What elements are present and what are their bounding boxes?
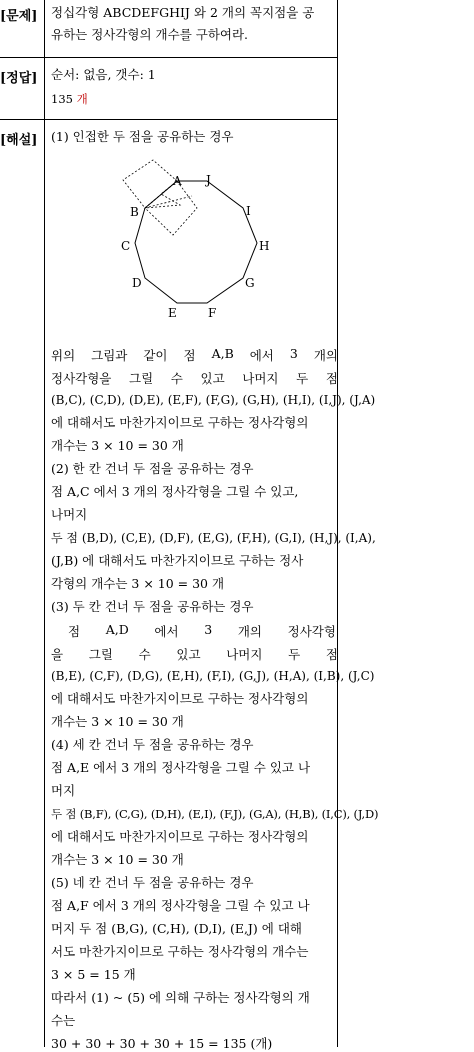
- word: 정사각형을: [51, 371, 112, 386]
- s3-line-1: [68, 622, 336, 640]
- answer-unit: 개: [76, 92, 88, 106]
- answer-value: [51, 91, 88, 107]
- word: A,B: [211, 346, 234, 361]
- s5-line-2: 머지 두 점 (B,G), (C,H), (D,I), (E,J) 에 대해: [51, 921, 302, 936]
- s4-line-2: 머지: [51, 783, 76, 798]
- word: 그림과: [91, 348, 128, 363]
- word: 두: [296, 371, 309, 386]
- s1-line-4: 에 대해서도 마찬가지이므로 구하는 정사각형의: [51, 415, 309, 430]
- s2-line-1: 점 A,C 에서 3 개의 정사각형을 그릴 수 있고,: [51, 484, 299, 499]
- s3-title: (3) 두 칸 건너 두 점을 공유하는 경우: [51, 599, 254, 614]
- problem-line-1: 정십각형 ABCDEFGHIJ 와 2 개의 꼭지점을 공: [51, 5, 315, 20]
- answer-line-1: 순서: 없음, 갯수: 1: [51, 67, 156, 82]
- word: 3: [204, 622, 213, 637]
- vertex-label-f: F: [208, 306, 217, 320]
- word: 에서: [249, 348, 274, 363]
- vertex-label-j: J: [206, 173, 211, 187]
- vertex-label-i: I: [246, 204, 251, 218]
- word: 을: [51, 647, 64, 662]
- s2-line-2: 나머지: [51, 507, 88, 522]
- word: 정사각형: [287, 624, 336, 639]
- word: 나머지: [226, 647, 263, 662]
- word: 두: [288, 647, 301, 662]
- word: 수: [138, 647, 151, 662]
- word: 있고: [176, 647, 201, 662]
- vertex-label-a: A: [173, 174, 182, 188]
- conclusion-line-2: 수는: [51, 1013, 76, 1028]
- s4-line-1: 점 A,E 에서 3 개의 정사각형을 그릴 수 있고 나: [51, 760, 311, 775]
- problem-label: [문제]: [0, 9, 38, 24]
- s4-line-5: 개수는 3 × 10 = 30 개: [51, 852, 184, 867]
- word: 점: [183, 348, 196, 363]
- row-divider-2: [0, 119, 338, 120]
- word: 같이: [143, 348, 168, 363]
- s4-line-4: 에 대해서도 마찬가지이므로 구하는 정사각형의: [51, 829, 309, 844]
- s5-line-1: 점 A,F 에서 3 개의 정사각형을 그릴 수 있고 나: [51, 898, 310, 913]
- s2-line-4: (J,B) 에 대해서도 마찬가지이므로 구하는 정사: [51, 553, 304, 568]
- s1-line-5: 개수는 3 × 10 = 30 개: [51, 438, 184, 453]
- s4-pairs: 두 점 (B,F), (C,G), (D,H), (E,I), (F,J), (G,A), (H,B), (I,C), (J,D): [51, 807, 379, 821]
- s3-line-4: 에 대해서도 마찬가지이므로 구하는 정사각형의: [51, 691, 309, 706]
- word: 개의: [237, 624, 262, 639]
- word: 그릴: [129, 371, 154, 386]
- s1-title: (1) 인접한 두 점을 공유하는 경우: [51, 129, 234, 144]
- word: A,D: [105, 622, 129, 637]
- vertex-label-d: D: [132, 276, 142, 290]
- word: 수: [170, 371, 183, 386]
- word: 점: [325, 647, 338, 662]
- vertex-label-c: C: [121, 239, 131, 253]
- s5-title: (5) 네 칸 건너 두 점을 공유하는 경우: [51, 875, 254, 890]
- s3-line-2: [51, 645, 338, 663]
- answer-number: 135: [51, 92, 73, 106]
- word: 있고: [200, 371, 225, 386]
- s5-line-4: 3 × 5 = 15 개: [51, 967, 136, 982]
- conclusion-line-1: 따라서 (1) ~ (5) 에 의해 구하는 정사각형의 개: [51, 990, 310, 1005]
- right-border: [337, 0, 338, 1047]
- word: 에서: [154, 624, 179, 639]
- word: 점: [68, 624, 81, 639]
- square-inner: [145, 181, 197, 235]
- column-divider: [44, 0, 45, 1047]
- word: 3: [289, 346, 298, 361]
- s2-title: (2) 한 칸 건너 두 점을 공유하는 경우: [51, 461, 254, 476]
- s5-line-3: 서도 마찬가지이므로 구하는 정사각형의 개수는: [51, 944, 309, 959]
- vertex-label-h: H: [259, 239, 270, 253]
- s3-pairs: (B,E), (C,F), (D,G), (E,H), (F,I), (G,J), (H,A), (I,B), (J,C): [51, 669, 375, 683]
- word: 그릴: [88, 647, 113, 662]
- s4-title: (4) 세 칸 건너 두 점을 공유하는 경우: [51, 737, 254, 752]
- explanation-label: [해설]: [0, 133, 38, 148]
- problem-line-2: 유하는 정사각형의 개수를 구하여라.: [51, 27, 249, 42]
- s1-line-2: [51, 369, 338, 387]
- decagon: [135, 181, 257, 303]
- decagon-figure: [100, 150, 300, 325]
- square-outer: [123, 160, 177, 208]
- word: 점: [325, 371, 338, 386]
- s3-line-5: 개수는 3 × 10 = 30 개: [51, 714, 184, 729]
- s1-line-1: [51, 346, 338, 364]
- conclusion-line-3: 30 + 30 + 30 + 30 + 15 = 135 (개): [51, 1036, 273, 1051]
- vertex-label-g: G: [245, 276, 255, 290]
- row-divider-1: [0, 57, 338, 58]
- s2-line-5: 각형의 개수는 3 × 10 = 30 개: [51, 576, 225, 591]
- s2-pairs: 두 점 (B,D), (C,E), (D,F), (E,G), (F,H), (G,I), (H,J), (I,A),: [51, 531, 376, 545]
- word: 나머지: [242, 371, 279, 386]
- word: 위의: [51, 348, 76, 363]
- s1-pairs: (B,C), (C,D), (D,E), (E,F), (F,G), (G,H), (H,I), (I,J), (J,A): [51, 393, 376, 407]
- vertex-label-e: E: [168, 306, 177, 320]
- word: 개의: [313, 348, 338, 363]
- answer-label: [정답]: [0, 71, 38, 86]
- vertex-label-b: B: [130, 205, 139, 219]
